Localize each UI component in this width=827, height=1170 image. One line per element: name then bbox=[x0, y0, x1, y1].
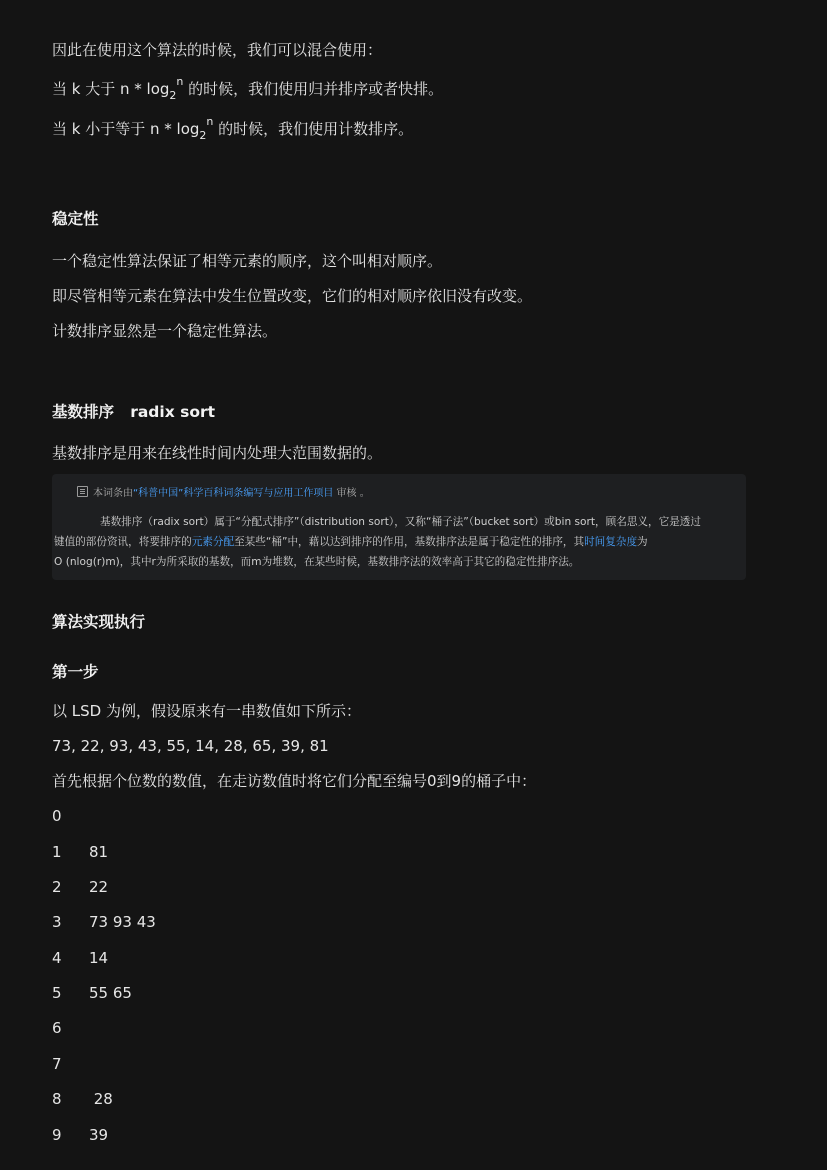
quote-source-link[interactable]: “科普中国”科学百科词条编写与应用工作项目 bbox=[133, 488, 334, 499]
stability-paragraph-2: 即尽管相等元素在算法中发生位置改变，它们的相对顺序依旧没有改变。 bbox=[52, 287, 533, 305]
bucket-row bbox=[52, 912, 156, 932]
bucket-row bbox=[52, 1125, 108, 1145]
radix-paragraph-1: 基数排序是用来在线性时间内处理大范围数据的。 bbox=[52, 444, 383, 462]
bucket-index: 7 bbox=[52, 1055, 62, 1073]
log-base-subscript: 2 bbox=[199, 129, 207, 142]
log-exponent-superscript: n bbox=[206, 115, 214, 128]
log-base-subscript: 2 bbox=[169, 89, 177, 102]
implementation-heading: 算法实现执行 bbox=[52, 613, 146, 631]
bucket-values: 22 bbox=[89, 878, 109, 896]
stability-heading: 稳定性 bbox=[52, 210, 99, 228]
quote-l2-text-c: 为 bbox=[637, 536, 648, 548]
quote-head-text-b: 审核 。 bbox=[333, 488, 370, 499]
quote-line-1: 基数排序（radix sort）属于“分配式排序”（distribution sort），又称“桶子法”（bucket sort）或bin sort，顾名思义，它是透过 bbox=[100, 516, 701, 528]
bucket-row bbox=[52, 842, 108, 862]
bucket-values: 73 93 43 bbox=[89, 913, 156, 931]
bucket-row bbox=[52, 983, 132, 1003]
quote-source-line bbox=[77, 486, 370, 501]
stability-paragraph-1: 一个稳定性算法保证了相等元素的顺序，这个叫相对顺序。 bbox=[52, 252, 443, 270]
document-icon bbox=[77, 486, 88, 497]
bucket-row bbox=[52, 948, 108, 968]
lsd-intro-paragraph: 以 LSD 为例，假设原来有一串数值如下所示： bbox=[52, 702, 361, 720]
step-1-heading: 第一步 bbox=[52, 663, 99, 681]
intro-p3-text-b: 的时候，我们使用计数排序。 bbox=[213, 120, 414, 138]
intro-p2-text-b: 的时候，我们使用归并排序或者快排。 bbox=[183, 80, 444, 98]
bucket-values: 28 bbox=[89, 1090, 113, 1108]
quote-l2-text-a: 键值的部份资讯，将要排序的 bbox=[54, 536, 192, 548]
quote-body bbox=[54, 512, 742, 572]
intro-paragraph-2 bbox=[52, 75, 444, 102]
bucket-row bbox=[52, 806, 89, 826]
bucket-index: 3 bbox=[52, 913, 62, 931]
bucket-index: 6 bbox=[52, 1019, 62, 1037]
bucket-index: 0 bbox=[52, 807, 62, 825]
time-complexity-link[interactable]: 时间复杂度 bbox=[584, 536, 638, 548]
bucket-values: 55 65 bbox=[89, 984, 132, 1002]
intro-paragraph-1: 因此在使用这个算法的时候，我们可以混合使用： bbox=[52, 41, 383, 59]
values-list: 73, 22, 93, 43, 55, 14, 28, 65, 39, 81 bbox=[52, 737, 329, 755]
stability-paragraph-3: 计数排序显然是一个稳定性算法。 bbox=[52, 322, 278, 340]
quote-l2-text-b: 至某些“桶”中，藉以达到排序的作用，基数排序法是属于稳定性的排序，其 bbox=[234, 536, 585, 548]
bucket-values: 14 bbox=[89, 949, 109, 967]
bucket-values: 39 bbox=[89, 1126, 109, 1144]
bucket-index: 4 bbox=[52, 949, 62, 967]
bucket-intro-paragraph: 首先根据个位数的数值，在走访数值时将它们分配至编号0到9的桶子中： bbox=[52, 772, 537, 790]
intro-paragraph-3 bbox=[52, 115, 414, 142]
element-distribution-link[interactable]: 元素分配 bbox=[191, 536, 235, 548]
intro-p3-text-a: 当 k 小于等于 n * log bbox=[52, 120, 200, 138]
encyclopedia-quote-box bbox=[52, 474, 746, 580]
bucket-row bbox=[52, 1018, 89, 1038]
bucket-row bbox=[52, 877, 108, 897]
bucket-row bbox=[52, 1054, 89, 1074]
bucket-index: 5 bbox=[52, 984, 62, 1002]
bucket-index: 2 bbox=[52, 878, 62, 896]
log-exponent-superscript: n bbox=[176, 75, 184, 88]
bucket-index: 8 bbox=[52, 1090, 62, 1108]
bucket-values: 81 bbox=[89, 843, 109, 861]
radix-heading: 基数排序 radix sort bbox=[52, 403, 216, 421]
quote-line-3: O (nlog(r)m)，其中r为所采取的基数，而m为堆数，在某些时候，基数排序法的效率高于其它的稳定性排序法。 bbox=[54, 556, 580, 568]
quote-head-text-a: 本词条由 bbox=[93, 488, 133, 499]
bucket-index: 9 bbox=[52, 1126, 62, 1144]
quote-line-2 bbox=[54, 532, 742, 552]
intro-p2-text-a: 当 k 大于 n * log bbox=[52, 80, 170, 98]
bucket-row bbox=[52, 1089, 113, 1109]
bucket-index: 1 bbox=[52, 843, 62, 861]
